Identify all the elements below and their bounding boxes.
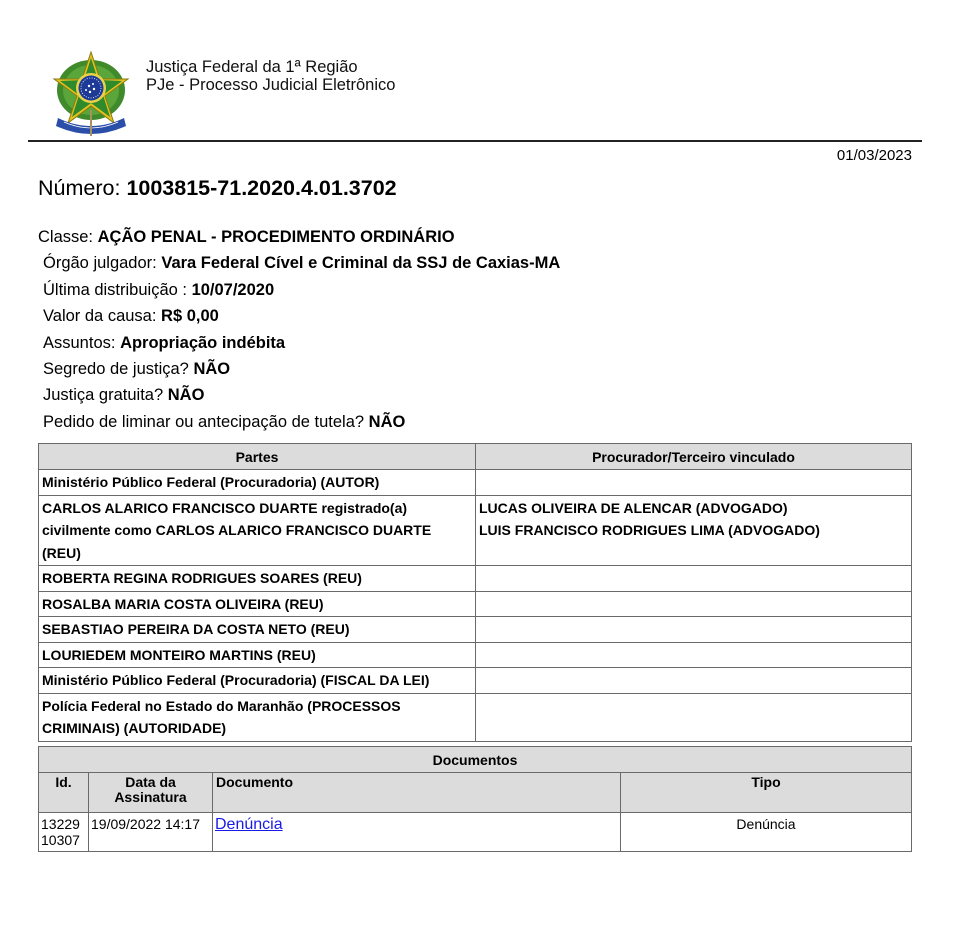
procurador-name: LUCAS OLIVEIRA DE ALENCAR (ADVOGADO) bbox=[479, 499, 788, 516]
documentos-table bbox=[38, 746, 912, 852]
field-segredo-justica bbox=[38, 356, 560, 382]
system-name: PJe - Processo Judicial Eletrônico bbox=[146, 76, 396, 94]
parte-cell: SEBASTIAO PEREIRA DA COSTA NETO (REU) bbox=[39, 617, 476, 643]
field-value: NÃO bbox=[193, 359, 231, 378]
procurador-cell bbox=[476, 693, 912, 741]
print-date: 01/03/2023 bbox=[836, 147, 912, 164]
column-header-procurador: Procurador/Terceiro vinculado bbox=[476, 444, 912, 470]
field-value: AÇÃO PENAL - PROCEDIMENTO ORDINÁRIO bbox=[97, 228, 455, 246]
table-row bbox=[39, 617, 912, 643]
doc-id-part: 10307 bbox=[41, 832, 80, 848]
partes-table bbox=[38, 443, 912, 742]
table-row bbox=[39, 495, 912, 566]
column-header-documento: Documento bbox=[213, 773, 621, 813]
column-header-id: Id. bbox=[39, 773, 89, 813]
process-fields bbox=[38, 224, 560, 435]
field-label: Pedido de liminar ou antecipação de tutela? bbox=[43, 412, 365, 431]
table-row bbox=[39, 642, 912, 668]
page-header bbox=[48, 48, 928, 140]
doc-id-cell bbox=[39, 813, 89, 852]
field-value: R$ 0,00 bbox=[161, 307, 219, 326]
field-label: Justiça gratuita? bbox=[43, 386, 164, 405]
procurador-cell bbox=[476, 566, 912, 592]
documentos-title-row bbox=[39, 747, 912, 773]
parte-cell: ROSALBA MARIA COSTA OLIVEIRA (REU) bbox=[39, 591, 476, 617]
parte-cell: Polícia Federal no Estado do Maranhão (PROCESSOS CRIMINAIS) (AUTORIDADE) bbox=[39, 693, 476, 741]
field-value: Apropriação indébita bbox=[120, 333, 286, 352]
field-pedido-liminar bbox=[38, 409, 560, 435]
table-row bbox=[39, 813, 912, 852]
field-label: Assuntos: bbox=[43, 333, 116, 352]
doc-id-part: 13229 bbox=[41, 816, 80, 832]
table-row bbox=[39, 591, 912, 617]
field-label: Valor da causa: bbox=[43, 307, 157, 326]
document-link[interactable]: Denúncia bbox=[215, 816, 283, 833]
field-value: NÃO bbox=[167, 386, 205, 405]
parte-cell: LOURIEDEM MONTEIRO MARTINS (REU) bbox=[39, 642, 476, 668]
procurador-cell bbox=[476, 668, 912, 694]
field-classe bbox=[38, 224, 560, 250]
field-ultima-distribuicao bbox=[38, 277, 560, 303]
field-value: NÃO bbox=[368, 412, 406, 431]
procurador-cell bbox=[476, 495, 912, 566]
procurador-cell bbox=[476, 642, 912, 668]
field-label: Classe: bbox=[38, 228, 94, 246]
table-row bbox=[39, 668, 912, 694]
brazil-coat-of-arms-icon bbox=[50, 48, 132, 138]
field-assuntos bbox=[38, 330, 560, 356]
doc-type-cell: Denúncia bbox=[621, 813, 912, 852]
table-row bbox=[39, 693, 912, 741]
column-header-partes: Partes bbox=[39, 444, 476, 470]
procurador-cell bbox=[476, 591, 912, 617]
procurador-name: LUIS FRANCISCO RODRIGUES LIMA (ADVOGADO) bbox=[479, 522, 820, 538]
partes-header-row bbox=[39, 444, 912, 470]
process-number bbox=[38, 176, 397, 201]
parte-cell: ROBERTA REGINA RODRIGUES SOARES (REU) bbox=[39, 566, 476, 592]
header-line: Assinatura bbox=[114, 789, 187, 805]
field-value: 10/07/2020 bbox=[191, 280, 275, 299]
doc-date-cell: 19/09/2022 14:17 bbox=[89, 813, 213, 852]
process-number-value: 1003815-71.2020.4.01.3702 bbox=[126, 176, 397, 200]
process-number-label: Número: bbox=[38, 176, 121, 200]
parte-cell: Ministério Público Federal (Procuradoria) (FISCAL DA LEI) bbox=[39, 668, 476, 694]
column-header-data-assinatura bbox=[89, 773, 213, 813]
table-row bbox=[39, 470, 912, 496]
column-header-tipo: Tipo bbox=[621, 773, 912, 813]
documentos-header-row bbox=[39, 773, 912, 813]
field-valor-causa bbox=[38, 303, 560, 329]
field-value: Vara Federal Cível e Criminal da SSJ de Caxias-MA bbox=[161, 254, 561, 273]
procurador-cell bbox=[476, 617, 912, 643]
field-orgao-julgador bbox=[38, 250, 560, 276]
procurador-cell bbox=[476, 470, 912, 496]
header-line: Data da bbox=[125, 774, 176, 790]
field-label: Segredo de justiça? bbox=[43, 359, 189, 378]
org-name: Justiça Federal da 1ª Região bbox=[146, 58, 358, 76]
parte-cell: Ministério Público Federal (Procuradoria) (AUTOR) bbox=[39, 470, 476, 496]
doc-name-cell bbox=[213, 813, 621, 852]
field-label: Órgão julgador: bbox=[43, 254, 157, 273]
header-divider bbox=[28, 140, 922, 142]
documentos-title: Documentos bbox=[39, 747, 912, 773]
header-title-block bbox=[146, 58, 395, 94]
table-row bbox=[39, 566, 912, 592]
parte-cell: CARLOS ALARICO FRANCISCO DUARTE registrado(a) civilmente como CARLOS ALARICO FRANCISCO DUARTE (REU) bbox=[39, 495, 476, 566]
field-justica-gratuita bbox=[38, 382, 560, 408]
field-label: Última distribuição : bbox=[43, 280, 187, 299]
